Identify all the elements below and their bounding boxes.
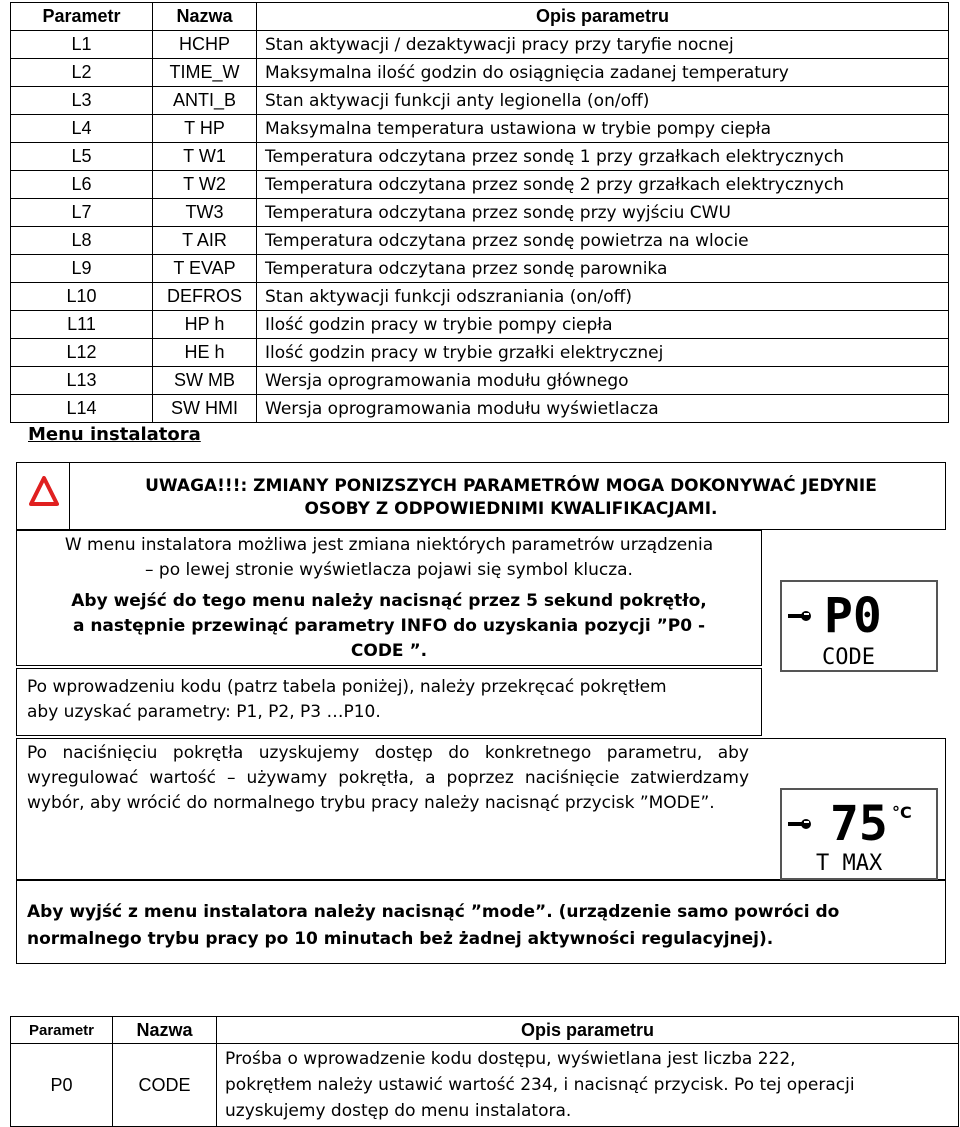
intro-line-2: – po lewej stronie wyświetlacza pojawi się symbol klucza. <box>145 560 633 580</box>
desc-line-3: uzyskujemy dostęp do menu instalatora. <box>225 1101 572 1121</box>
table-row <box>11 171 949 199</box>
cell-param: L1 <box>11 31 153 59</box>
header-opis: Opis parametru <box>217 1017 959 1044</box>
cell-param: L6 <box>11 171 153 199</box>
cell-param: L10 <box>11 283 153 311</box>
table-row <box>11 199 949 227</box>
cell-param: L12 <box>11 339 153 367</box>
cell-desc: Ilość godzin pracy w trybie grzałki elektrycznej <box>257 339 949 367</box>
table-row <box>11 87 949 115</box>
table-header-row <box>11 3 949 31</box>
header-nazwa: Nazwa <box>153 3 257 31</box>
header-parametr: Parametr <box>11 1017 113 1044</box>
cell-desc: Ilość godzin pracy w trybie pompy ciepła <box>257 311 949 339</box>
code-parameter-table <box>10 1016 959 1127</box>
table-row <box>11 227 949 255</box>
table-row <box>11 255 949 283</box>
menu-instalatora-heading: Menu instalatora <box>28 424 201 445</box>
intro-line-1: W menu instalatora możliwa jest zmiana niektórych parametrów urządzenia <box>64 535 714 555</box>
cell-name: T W2 <box>153 171 257 199</box>
cell-desc: Stan aktywacji / dezaktywacji pracy przy taryfie nocnej <box>257 31 949 59</box>
cell-name: HP h <box>153 311 257 339</box>
enter-menu-line-3: CODE ”. <box>350 641 428 661</box>
cell-desc: Stan aktywacji funkcji odszraniania (on/off) <box>257 283 949 311</box>
cell-param: L11 <box>11 311 153 339</box>
table-row <box>11 143 949 171</box>
cell-desc: Temperatura odczytana przez sondę 2 przy grzałkach elektrycznych <box>257 171 949 199</box>
display-sub-label: T MAX <box>816 851 883 876</box>
cell-name: HCHP <box>153 31 257 59</box>
display-sub-label: CODE <box>822 645 875 670</box>
cell-name: T HP <box>153 115 257 143</box>
cell-param: L9 <box>11 255 153 283</box>
display-p0-screen <box>782 582 936 670</box>
cell-param: L5 <box>11 143 153 171</box>
cell-name: TW3 <box>153 199 257 227</box>
table-header-row <box>11 1017 959 1044</box>
cell-desc: Temperatura odczytana przez sondę przy wyjściu CWU <box>257 199 949 227</box>
header-nazwa: Nazwa <box>113 1017 217 1044</box>
cell-param: L2 <box>11 59 153 87</box>
warning-text <box>77 475 945 521</box>
enter-menu-line-2: a następnie przewinąć parametry INFO do uzyskania pozycji ”P0 - <box>72 616 706 636</box>
table-row <box>11 115 949 143</box>
cell-desc: Temperatura odczytana przez sondę parownika <box>257 255 949 283</box>
display-tmax-screen <box>782 790 936 878</box>
table-row <box>11 31 949 59</box>
cell-name: T EVAP <box>153 255 257 283</box>
code-entry-box <box>16 668 762 736</box>
cell-name: TIME_W <box>153 59 257 87</box>
desc-line-2: pokrętłem należy ustawić wartość 234, i nacisnąć przycisk. Po tej operacji <box>225 1075 855 1095</box>
info-parameters-table <box>10 2 949 423</box>
wrench-icon <box>788 611 811 621</box>
cell-desc: Maksymalna temperatura ustawiona w trybie pompy ciepła <box>257 115 949 143</box>
cell-name: T W1 <box>153 143 257 171</box>
display-t-max <box>780 788 938 880</box>
display-unit: °C <box>892 803 912 822</box>
menu-intro-box <box>16 530 762 666</box>
header-parametr: Parametr <box>11 3 153 31</box>
code-entry-line-2: aby uzyskać parametry: P1, P2, P3 …P10. <box>27 702 381 722</box>
table-row <box>11 283 949 311</box>
enter-menu-line-1: Aby wejść do tego menu należy nacisnąć przez 5 sekund pokrętło, <box>71 591 707 611</box>
cell-desc: Wersja oprogramowania modułu wyświetlacza <box>257 395 949 423</box>
table-row <box>11 367 949 395</box>
table-row <box>11 395 949 423</box>
cell-param: L3 <box>11 87 153 115</box>
cell-param: L7 <box>11 199 153 227</box>
exit-line-1: Aby wyjść z menu instalatora należy nacisnąć ”mode”. (urządzenie samo powróci do <box>27 902 840 922</box>
cell-name: HE h <box>153 339 257 367</box>
display-main-value: P0 <box>824 588 882 644</box>
display-main-value: 75 <box>830 796 888 852</box>
warning-line-1: UWAGA!!!: ZMIANY PONIZSZYCH PARAMETRÓW MOGA DOKONYWAĆ JEDYNIE <box>145 476 877 496</box>
code-entry-line-1: Po wprowadzeniu kodu (patrz tabela poniżej), należy przekręcać pokrętłem <box>27 677 667 697</box>
table-row <box>11 339 949 367</box>
cell-param: L4 <box>11 115 153 143</box>
cell-param: L13 <box>11 367 153 395</box>
table-row <box>11 1044 959 1127</box>
exit-line-2: normalnego trybu pracy po 10 minutach beż żadnej aktywności regulacyjnej). <box>27 929 774 949</box>
table-row <box>11 311 949 339</box>
table-row <box>11 59 949 87</box>
warning-box <box>16 462 946 530</box>
cell-param: L14 <box>11 395 153 423</box>
cell-param: L8 <box>11 227 153 255</box>
cell-desc: Temperatura odczytana przez sondę powietrza na wlocie <box>257 227 949 255</box>
wrench-icon <box>788 819 811 829</box>
warning-line-2: OSOBY Z ODPOWIEDNIMI KWALIFIKACJAMI. <box>304 499 718 519</box>
cell-name: T AIR <box>153 227 257 255</box>
cell-name: SW MB <box>153 367 257 395</box>
warning-icon-cell <box>17 463 70 529</box>
cell-name: SW HMI <box>153 395 257 423</box>
cell-param: P0 <box>11 1044 113 1127</box>
cell-name: ANTI_B <box>153 87 257 115</box>
cell-name: DEFROS <box>153 283 257 311</box>
cell-name: CODE <box>113 1044 217 1127</box>
desc-line-1: Prośba o wprowadzenie kodu dostępu, wyświetlana jest liczba 222, <box>225 1049 796 1069</box>
adjust-parameter-text: Po naciśnięciu pokrętła uzyskujemy dostęp do konkretnego parametru, aby wyregulować wartość – używamy pokrętła, a poprzez naciśnięcie zatwierdzamy wybór, aby wrócić do normalnego trybu pracy należy nacisnąć przycisk ”MODE”. <box>27 743 749 813</box>
warning-triangle-icon <box>29 476 59 506</box>
cell-desc: Temperatura odczytana przez sondę 1 przy grzałkach elektrycznych <box>257 143 949 171</box>
header-opis: Opis parametru <box>257 3 949 31</box>
cell-desc: Wersja oprogramowania modułu głównego <box>257 367 949 395</box>
display-p0-code <box>780 580 938 672</box>
exit-menu-box <box>16 880 946 964</box>
cell-desc: Stan aktywacji funkcji anty legionella (on/off) <box>257 87 949 115</box>
cell-desc: Maksymalna ilość godzin do osiągnięcia zadanej temperatury <box>257 59 949 87</box>
cell-desc <box>217 1044 959 1127</box>
